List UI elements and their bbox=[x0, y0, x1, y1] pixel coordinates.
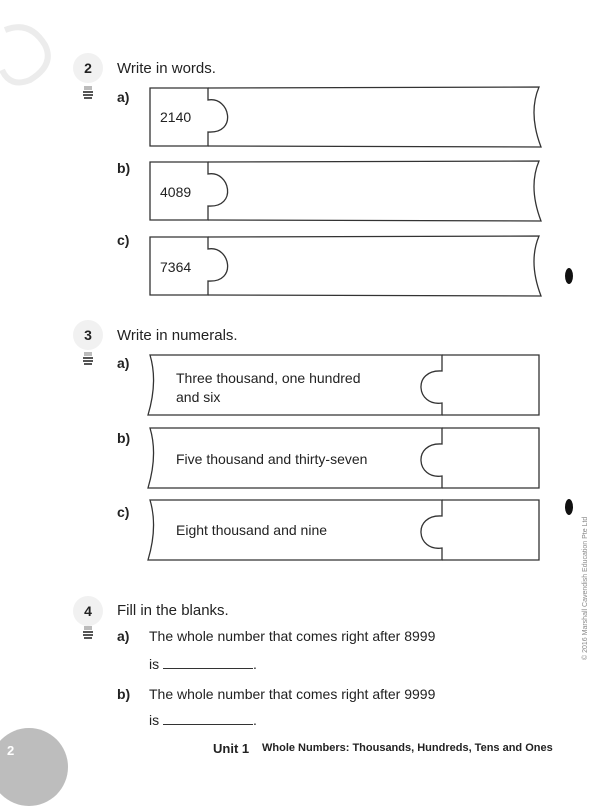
q3c-answer-area[interactable] bbox=[448, 503, 534, 559]
q3a-text-line1: Three thousand, one hundred bbox=[176, 370, 361, 386]
q4-label-a: a) bbox=[117, 628, 130, 644]
question-3-prompt: Write in numerals. bbox=[117, 327, 238, 344]
question-4-prompt: Fill in the blanks. bbox=[117, 602, 229, 619]
q3a-text-line2: and six bbox=[176, 389, 221, 405]
q2b-answer-area[interactable] bbox=[240, 164, 530, 216]
q4b-statement: The whole number that comes right after 9999 bbox=[149, 686, 436, 702]
q3b-text-line1: Five thousand and thirty-seven bbox=[176, 451, 368, 467]
q4b-answer-line bbox=[149, 712, 257, 728]
q4a-suffix: . bbox=[253, 656, 257, 672]
copyright-notice: © 2016 Marshall Cavendish Education Pte Ltd bbox=[582, 516, 589, 660]
q4a-answer-line bbox=[149, 656, 257, 672]
bulb-icon bbox=[81, 626, 95, 644]
footer-unit: Unit 1 bbox=[213, 741, 250, 756]
binder-hole bbox=[565, 268, 573, 284]
q3a-answer-area[interactable] bbox=[448, 358, 534, 414]
page-number: 2 bbox=[7, 743, 15, 758]
q2c-answer-area[interactable] bbox=[240, 239, 530, 291]
page-number-tab bbox=[0, 728, 68, 806]
question-2-prompt: Write in words. bbox=[117, 60, 216, 77]
q2a-answer-area[interactable] bbox=[240, 90, 530, 142]
q2a-number: 2140 bbox=[160, 109, 192, 125]
q3-label-b: b) bbox=[117, 430, 131, 446]
q3b-answer-area[interactable] bbox=[448, 431, 534, 487]
q4a-statement: The whole number that comes right after 8999 bbox=[149, 628, 436, 644]
question-number-2: 2 bbox=[73, 53, 103, 83]
q4b-suffix: . bbox=[253, 712, 257, 728]
q3-label-a: a) bbox=[117, 355, 130, 371]
q2-label-a: a) bbox=[117, 89, 130, 105]
q3-label-c: c) bbox=[117, 504, 130, 520]
q4-label-b: b) bbox=[117, 686, 131, 702]
q2-label-c: c) bbox=[117, 232, 130, 248]
bulb-icon bbox=[81, 86, 95, 104]
bulb-icon bbox=[81, 352, 95, 370]
corner-decoration bbox=[0, 20, 60, 90]
q3c-text-line1: Eight thousand and nine bbox=[176, 522, 328, 538]
q2-label-b: b) bbox=[117, 160, 131, 176]
q2b-number: 4089 bbox=[160, 184, 192, 200]
q4b-blank[interactable] bbox=[163, 712, 253, 725]
binder-hole bbox=[565, 499, 573, 515]
q4a-blank[interactable] bbox=[163, 656, 253, 669]
q4a-prefix: is bbox=[149, 656, 160, 672]
footer-unit-title: Whole Numbers: Thousands, Hundreds, Tens and Ones bbox=[262, 742, 553, 754]
question-number-3: 3 bbox=[73, 320, 103, 350]
question-number-4: 4 bbox=[73, 596, 103, 626]
q4b-prefix: is bbox=[149, 712, 160, 728]
q2c-number: 7364 bbox=[160, 259, 192, 275]
